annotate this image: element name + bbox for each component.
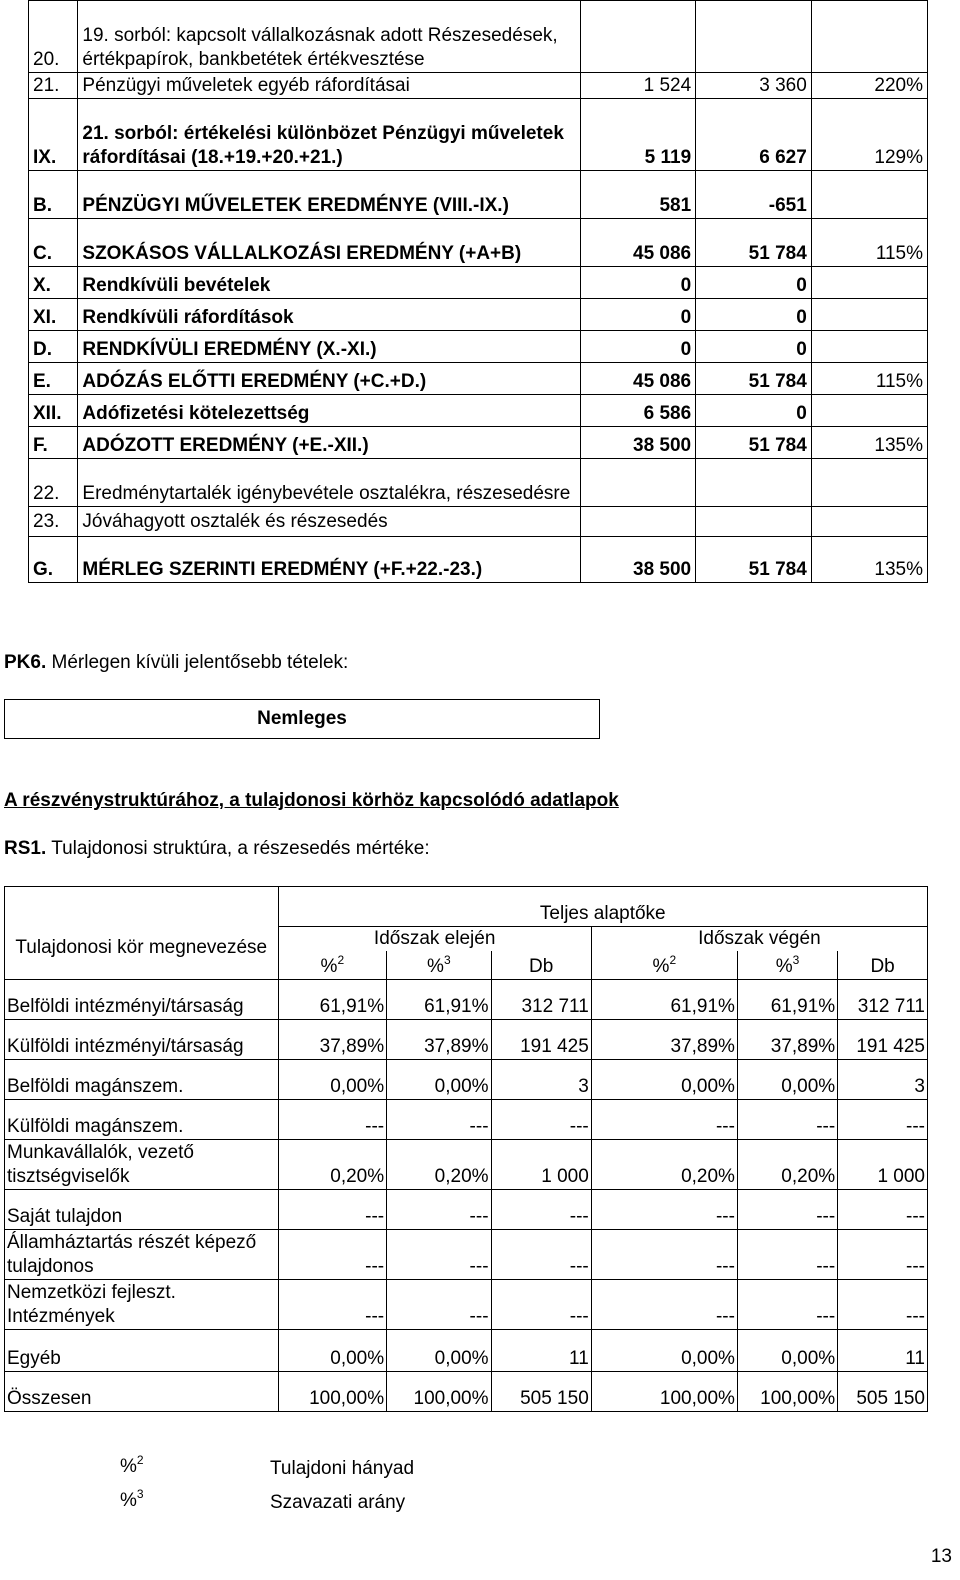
footnote-2-text: Szavazati arány bbox=[270, 1492, 406, 1513]
owner-name: Munkavállalók, vezető tisztségviselők bbox=[5, 1139, 279, 1189]
income-row-value-curr: 0 bbox=[696, 299, 812, 331]
income-row bbox=[29, 459, 928, 507]
income-row-label: SZOKÁSOS VÁLLALKOZÁSI EREDMÉNY (+A+B) bbox=[78, 219, 580, 267]
income-row bbox=[29, 73, 928, 99]
header-end: Időszak végén bbox=[591, 927, 927, 952]
income-row bbox=[29, 267, 928, 299]
income-row-index: 135% bbox=[811, 537, 927, 583]
income-row-value-curr bbox=[696, 1, 812, 73]
income-row-index bbox=[811, 507, 927, 537]
income-row-value-prev: 5 119 bbox=[580, 99, 695, 171]
ownership-row bbox=[5, 1059, 928, 1099]
ownership-header-row-1 bbox=[5, 887, 928, 927]
owner-value-s2: --- bbox=[387, 1099, 491, 1139]
owner-name: Nemzetközi fejleszt. Intézmények bbox=[5, 1279, 279, 1329]
income-row-value-curr: 6 627 bbox=[696, 99, 812, 171]
col-db-start: Db bbox=[491, 951, 591, 979]
owner-value-e2: 37,89% bbox=[737, 1019, 837, 1059]
ownership-row bbox=[5, 1279, 928, 1329]
owner-value-e2: --- bbox=[737, 1279, 837, 1329]
income-row-code: XII. bbox=[29, 395, 78, 427]
owner-value-e2: 61,91% bbox=[737, 979, 837, 1019]
owner-value-e2: --- bbox=[737, 1099, 837, 1139]
col-pct3-end: %$^3$ bbox=[737, 951, 837, 979]
owner-value-s2: --- bbox=[387, 1279, 491, 1329]
owner-value-s1: 100,00% bbox=[278, 1371, 387, 1411]
income-row-label: ADÓZÁS ELŐTTI EREDMÉNY (+C.+D.) bbox=[78, 363, 580, 395]
owner-value-s1: --- bbox=[278, 1279, 387, 1329]
income-row-index: 115% bbox=[811, 219, 927, 267]
income-row-label: 21. sorból: értékelési különbözet Pénzügyi műveletek ráfordításai (18.+19.+20.+21.) bbox=[78, 99, 580, 171]
owner-value-s2: 100,00% bbox=[387, 1371, 491, 1411]
income-row-value-curr: 0 bbox=[696, 395, 812, 427]
owner-value-s1: 0,20% bbox=[278, 1139, 387, 1189]
owner-value-s2: 37,89% bbox=[387, 1019, 491, 1059]
owner-value-e2: 0,20% bbox=[737, 1139, 837, 1189]
footnote-2: %$^3$ bbox=[120, 1487, 144, 1511]
income-row-value-curr bbox=[696, 507, 812, 537]
income-row-value-prev: 45 086 bbox=[580, 219, 695, 267]
owner-value-e2: 0,00% bbox=[737, 1329, 837, 1371]
pk6-text: Mérlegen kívüli jelentősebb tételek: bbox=[51, 652, 349, 673]
owner-value-s2: 0,00% bbox=[387, 1059, 491, 1099]
income-row-code: IX. bbox=[29, 99, 78, 171]
income-row-label: PÉNZÜGYI MŰVELETEK EREDMÉNYE (VIII.-IX.) bbox=[78, 171, 580, 219]
owner-name: Saját tulajdon bbox=[5, 1189, 279, 1229]
owner-value-e3: 312 711 bbox=[838, 979, 928, 1019]
income-row-value-prev: 0 bbox=[580, 331, 695, 363]
income-row-index bbox=[811, 459, 927, 507]
col-pct2-end: %$^2$ bbox=[591, 951, 737, 979]
owner-value-s2: --- bbox=[387, 1189, 491, 1229]
owner-value-s3: --- bbox=[491, 1189, 591, 1229]
pk6-code: PK6. bbox=[4, 652, 47, 673]
owner-value-e3: --- bbox=[838, 1229, 928, 1279]
income-row-value-curr: 0 bbox=[696, 267, 812, 299]
rs1-line bbox=[4, 838, 430, 860]
rs1-code: RS1. bbox=[4, 838, 47, 859]
owner-value-e3: 191 425 bbox=[838, 1019, 928, 1059]
income-row-label: Pénzügyi műveletek egyéb ráfordításai bbox=[78, 73, 580, 99]
owner-value-s1: --- bbox=[278, 1099, 387, 1139]
ownership-row bbox=[5, 1019, 928, 1059]
income-row bbox=[29, 507, 928, 537]
income-row bbox=[29, 171, 928, 219]
owner-name: Összesen bbox=[5, 1371, 279, 1411]
income-row-index bbox=[811, 171, 927, 219]
income-row-value-curr: 51 784 bbox=[696, 363, 812, 395]
ownership-row bbox=[5, 1139, 928, 1189]
footnote-1: %$^2$ bbox=[120, 1453, 144, 1477]
income-row-code: XI. bbox=[29, 299, 78, 331]
col-pct2-start: %$^2$ bbox=[278, 951, 387, 979]
owner-value-e2: --- bbox=[737, 1189, 837, 1229]
owner-value-e2: --- bbox=[737, 1229, 837, 1279]
income-row-value-curr: -651 bbox=[696, 171, 812, 219]
income-row bbox=[29, 99, 928, 171]
owner-value-s2: 0,20% bbox=[387, 1139, 491, 1189]
ownership-row bbox=[5, 1229, 928, 1279]
income-row-label: Adófizetési kötelezettség bbox=[78, 395, 580, 427]
owner-value-s3: 1 000 bbox=[491, 1139, 591, 1189]
owner-value-s2: --- bbox=[387, 1229, 491, 1279]
owner-name: Belföldi intézményi/társaság bbox=[5, 979, 279, 1019]
owner-value-s3: 3 bbox=[491, 1059, 591, 1099]
income-row bbox=[29, 537, 928, 583]
owner-value-s1: --- bbox=[278, 1229, 387, 1279]
owner-value-s1: --- bbox=[278, 1189, 387, 1229]
owner-value-e1: 0,00% bbox=[591, 1059, 737, 1099]
income-row-value-prev: 38 500 bbox=[580, 537, 695, 583]
owner-value-s3: --- bbox=[491, 1279, 591, 1329]
owner-value-s3: --- bbox=[491, 1099, 591, 1139]
income-row-value-prev: 45 086 bbox=[580, 363, 695, 395]
income-row-code: E. bbox=[29, 363, 78, 395]
income-row-value-curr: 51 784 bbox=[696, 537, 812, 583]
income-row-value-prev: 6 586 bbox=[580, 395, 695, 427]
owner-value-e3: 505 150 bbox=[838, 1371, 928, 1411]
income-row-code: 20. bbox=[29, 1, 78, 73]
owner-value-s1: 0,00% bbox=[278, 1059, 387, 1099]
income-row-value-prev: 38 500 bbox=[580, 427, 695, 459]
owner-value-e3: 3 bbox=[838, 1059, 928, 1099]
income-row-index bbox=[811, 395, 927, 427]
income-row-index bbox=[811, 1, 927, 73]
income-row-value-prev bbox=[580, 459, 695, 507]
income-row-index: 135% bbox=[811, 427, 927, 459]
owner-value-e1: 61,91% bbox=[591, 979, 737, 1019]
income-row-index bbox=[811, 267, 927, 299]
page-number: 13 bbox=[930, 1546, 952, 1567]
income-row bbox=[29, 427, 928, 459]
income-row-code: F. bbox=[29, 427, 78, 459]
income-row-value-curr bbox=[696, 459, 812, 507]
income-row-value-prev bbox=[580, 507, 695, 537]
header-capital: Teljes alaptőke bbox=[278, 887, 927, 927]
nemleges-text: Nemleges bbox=[257, 708, 347, 729]
income-row-code: G. bbox=[29, 537, 78, 583]
owner-value-e3: 1 000 bbox=[838, 1139, 928, 1189]
income-row-value-curr: 51 784 bbox=[696, 427, 812, 459]
owner-value-s3: 505 150 bbox=[491, 1371, 591, 1411]
owner-value-e3: --- bbox=[838, 1099, 928, 1139]
income-row-index: 129% bbox=[811, 99, 927, 171]
owner-value-e1: --- bbox=[591, 1099, 737, 1139]
income-row-code: X. bbox=[29, 267, 78, 299]
income-statement-table bbox=[28, 0, 928, 583]
section-heading: A részvénystruktúrához, a tulajdonosi körhöz kapcsolódó adatlapok bbox=[4, 790, 619, 811]
income-row-label: Rendkívüli bevételek bbox=[78, 267, 580, 299]
income-row-label: Eredménytartalék igénybevétele osztalékra, részesedésre bbox=[78, 459, 580, 507]
income-row bbox=[29, 395, 928, 427]
owner-value-e2: 100,00% bbox=[737, 1371, 837, 1411]
income-row-code: C. bbox=[29, 219, 78, 267]
income-row-value-prev: 0 bbox=[580, 299, 695, 331]
owner-value-s3: 312 711 bbox=[491, 979, 591, 1019]
owner-value-s1: 61,91% bbox=[278, 979, 387, 1019]
ownership-row bbox=[5, 1371, 928, 1411]
owner-value-s1: 0,00% bbox=[278, 1329, 387, 1371]
income-row-code: B. bbox=[29, 171, 78, 219]
income-row-value-curr: 3 360 bbox=[696, 73, 812, 99]
income-row bbox=[29, 331, 928, 363]
footnote-1-text: Tulajdoni hányad bbox=[270, 1458, 415, 1479]
owner-value-e1: 0,20% bbox=[591, 1139, 737, 1189]
income-row-code: D. bbox=[29, 331, 78, 363]
owner-value-s1: 37,89% bbox=[278, 1019, 387, 1059]
income-row-index: 220% bbox=[811, 73, 927, 99]
income-row-code: 23. bbox=[29, 507, 78, 537]
income-row-value-prev: 0 bbox=[580, 267, 695, 299]
income-row-index: 115% bbox=[811, 363, 927, 395]
owner-value-e3: --- bbox=[838, 1279, 928, 1329]
income-row bbox=[29, 219, 928, 267]
income-row-label: 19. sorból: kapcsolt vállalkozásnak adott Részesedések, értékpapírok, bankbetétek értékvesztése bbox=[78, 1, 580, 73]
owner-value-s2: 61,91% bbox=[387, 979, 491, 1019]
owner-value-s3: --- bbox=[491, 1229, 591, 1279]
ownership-row bbox=[5, 1099, 928, 1139]
owner-name: Belföldi magánszem. bbox=[5, 1059, 279, 1099]
ownership-row bbox=[5, 1329, 928, 1371]
owner-value-e1: --- bbox=[591, 1189, 737, 1229]
income-row-code: 21. bbox=[29, 73, 78, 99]
owner-value-s3: 11 bbox=[491, 1329, 591, 1371]
owner-value-e1: --- bbox=[591, 1279, 737, 1329]
ownership-row bbox=[5, 1189, 928, 1229]
income-row-value-prev: 581 bbox=[580, 171, 695, 219]
income-row-value-curr: 51 784 bbox=[696, 219, 812, 267]
owner-value-e1: 37,89% bbox=[591, 1019, 737, 1059]
income-row bbox=[29, 299, 928, 331]
header-owner: Tulajdonosi kör megnevezése bbox=[5, 887, 279, 980]
income-row bbox=[29, 1, 928, 73]
income-row-label: Rendkívüli ráfordítások bbox=[78, 299, 580, 331]
owner-value-e1: --- bbox=[591, 1229, 737, 1279]
owner-value-e3: --- bbox=[838, 1189, 928, 1229]
owner-value-e3: 11 bbox=[838, 1329, 928, 1371]
header-start: Időszak elején bbox=[278, 927, 591, 952]
owner-value-e1: 100,00% bbox=[591, 1371, 737, 1411]
income-row-index bbox=[811, 299, 927, 331]
income-row bbox=[29, 363, 928, 395]
income-row-index bbox=[811, 331, 927, 363]
income-row-value-prev bbox=[580, 1, 695, 73]
ownership-row bbox=[5, 979, 928, 1019]
col-db-end: Db bbox=[838, 951, 928, 979]
owner-name: Államháztartás részét képező tulajdonos bbox=[5, 1229, 279, 1279]
owner-name: Egyéb bbox=[5, 1329, 279, 1371]
rs1-text: Tulajdonosi struktúra, a részesedés mértéke: bbox=[51, 838, 430, 859]
income-row-label: Jóváhagyott osztalék és részesedés bbox=[78, 507, 580, 537]
owner-name: Külföldi intézményi/társaság bbox=[5, 1019, 279, 1059]
owner-name: Külföldi magánszem. bbox=[5, 1099, 279, 1139]
income-row-value-curr: 0 bbox=[696, 331, 812, 363]
owner-value-e2: 0,00% bbox=[737, 1059, 837, 1099]
nemleges-box bbox=[4, 699, 600, 739]
income-row-code: 22. bbox=[29, 459, 78, 507]
income-row-label: ADÓZOTT EREDMÉNY (+E.-XII.) bbox=[78, 427, 580, 459]
income-row-value-prev: 1 524 bbox=[580, 73, 695, 99]
col-pct3-start: %$^3$ bbox=[387, 951, 491, 979]
owner-value-s2: 0,00% bbox=[387, 1329, 491, 1371]
ownership-table bbox=[4, 886, 928, 1412]
owner-value-s3: 191 425 bbox=[491, 1019, 591, 1059]
income-row-label: RENDKÍVÜLI EREDMÉNY (X.-XI.) bbox=[78, 331, 580, 363]
owner-value-e1: 0,00% bbox=[591, 1329, 737, 1371]
pk6-line bbox=[4, 652, 348, 674]
income-row-label: MÉRLEG SZERINTI EREDMÉNY (+F.+22.-23.) bbox=[78, 537, 580, 583]
